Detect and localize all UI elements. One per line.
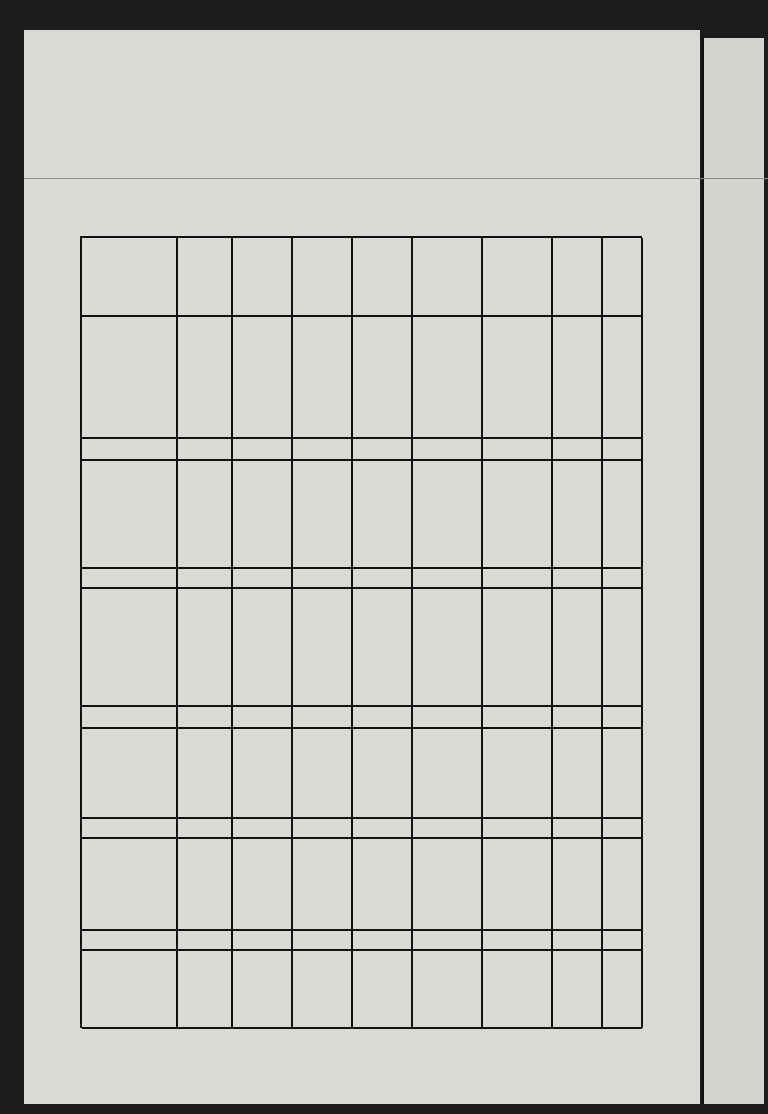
- table-row-line-10: [82, 949, 642, 951]
- table-row-line-6: [82, 727, 642, 729]
- next-page-edge: [702, 38, 764, 1104]
- table-column-line-2: [291, 238, 293, 1028]
- table-row-line-3: [82, 567, 642, 569]
- table-row-line-7: [82, 817, 642, 819]
- table-column-line-0: [176, 238, 178, 1028]
- table-row-line-11: [82, 1027, 642, 1029]
- table-row-line-4: [82, 587, 642, 589]
- fold-line: [24, 178, 768, 179]
- table-column-line-5: [481, 238, 483, 1028]
- table-row-line-1: [82, 437, 642, 439]
- table-row-line-0: [82, 315, 642, 317]
- production-table: [80, 236, 642, 1028]
- table-column-line-3: [351, 238, 353, 1028]
- table-column-line-7: [601, 238, 603, 1028]
- table-column-line-8: [641, 238, 643, 1028]
- table-row-line-5: [82, 705, 642, 707]
- table-row-line-8: [82, 837, 642, 839]
- table-column-line-4: [411, 238, 413, 1028]
- table-column-line-1: [231, 238, 233, 1028]
- table-column-line-6: [551, 238, 553, 1028]
- table-row-line-9: [82, 929, 642, 931]
- table-row-line-2: [82, 459, 642, 461]
